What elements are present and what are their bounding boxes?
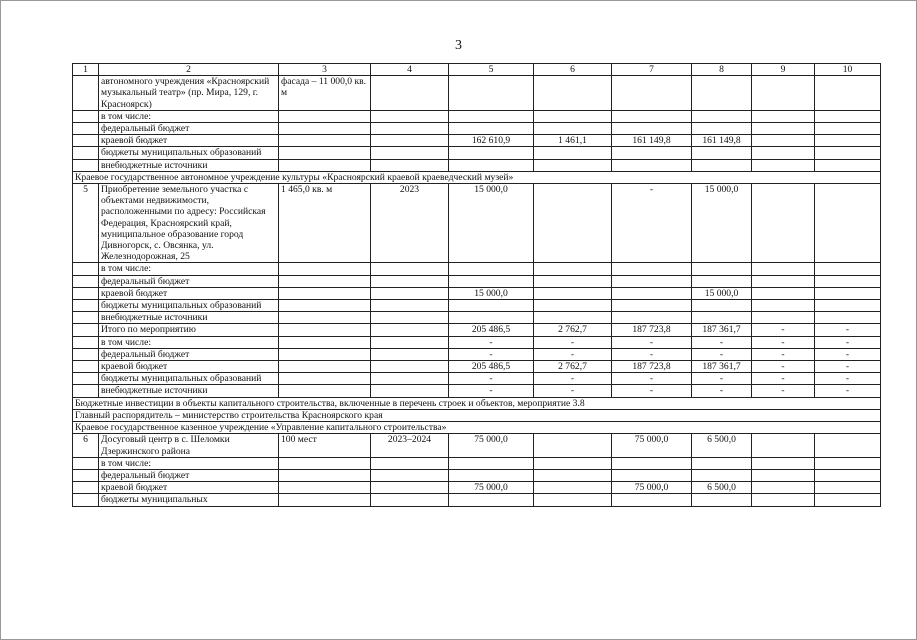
table-cell-col-4 xyxy=(371,287,449,299)
table-cell-col-9 xyxy=(752,457,815,469)
table-cell-col-9 xyxy=(752,135,815,147)
table-cell-col-5 xyxy=(449,123,534,135)
table-cell-col-3 xyxy=(279,300,371,312)
table-cell-col-1 xyxy=(73,263,99,275)
budget-table xyxy=(72,63,881,507)
table-row xyxy=(73,123,881,135)
table-row xyxy=(73,385,881,397)
section-header: Бюджетные инвестиции в объекты капитального строительства, включенные в перечень строек и объектов, мероприятие 3.8 xyxy=(73,397,881,409)
table-row xyxy=(73,457,881,469)
table-cell-col-5 xyxy=(449,469,534,481)
table-cell-col-9 xyxy=(752,263,815,275)
table-cell-col-8 xyxy=(692,159,752,171)
table-cell-col-10 xyxy=(815,482,881,494)
table-cell-col-6 xyxy=(534,300,612,312)
table-cell-col-10 xyxy=(815,263,881,275)
table-cell-col-10: - xyxy=(815,385,881,397)
table-cell-col-7: 187 723,8 xyxy=(612,324,692,336)
table-cell-col-9 xyxy=(752,494,815,506)
table-cell-col-6 xyxy=(534,457,612,469)
table-cell-col-9: - xyxy=(752,361,815,373)
table-cell-col-4 xyxy=(371,275,449,287)
table-cell-col-6 xyxy=(534,263,612,275)
table-cell-col-8: - xyxy=(692,373,752,385)
table-cell-col-3: 1 465,0 кв. м xyxy=(279,184,371,263)
table-cell-col-10 xyxy=(815,494,881,506)
table-cell-col-2: внебюджетные источники xyxy=(99,385,279,397)
table-cell-col-5: 205 486,5 xyxy=(449,324,534,336)
table-cell-col-1 xyxy=(73,76,99,111)
table-cell-col-9: - xyxy=(752,385,815,397)
table-cell-col-1 xyxy=(73,123,99,135)
table-cell-col-10: - xyxy=(815,361,881,373)
table-cell-col-1 xyxy=(73,110,99,122)
table-cell-col-1 xyxy=(73,469,99,481)
table-cell-col-5: 162 610,9 xyxy=(449,135,534,147)
table-cell-col-8 xyxy=(692,110,752,122)
table-cell-col-6: - xyxy=(534,336,612,348)
table-cell-col-4 xyxy=(371,373,449,385)
table-cell-col-6 xyxy=(534,147,612,159)
table-cell-col-4 xyxy=(371,494,449,506)
table-cell-col-6 xyxy=(534,110,612,122)
column-header: 1 xyxy=(73,64,99,76)
table-cell-col-10 xyxy=(815,312,881,324)
table-cell-col-7 xyxy=(612,159,692,171)
table-cell-col-1 xyxy=(73,312,99,324)
table-cell-col-1 xyxy=(73,494,99,506)
table-cell-col-10: - xyxy=(815,373,881,385)
table-cell-col-6 xyxy=(534,184,612,263)
table-cell-col-10 xyxy=(815,147,881,159)
table-cell-col-8 xyxy=(692,312,752,324)
table-cell-col-6 xyxy=(534,275,612,287)
table-cell-col-8 xyxy=(692,76,752,111)
table-cell-col-2: федеральный бюджет xyxy=(99,348,279,360)
table-cell-col-10 xyxy=(815,469,881,481)
table-cell-col-6: 1 461,1 xyxy=(534,135,612,147)
table-cell-col-10: - xyxy=(815,336,881,348)
table-cell-col-4 xyxy=(371,147,449,159)
table-cell-col-4 xyxy=(371,348,449,360)
section-header-row xyxy=(73,171,881,183)
table-cell-col-1 xyxy=(73,348,99,360)
table-cell-col-2: Итого по мероприятию xyxy=(99,324,279,336)
table-cell-col-8 xyxy=(692,275,752,287)
table-row xyxy=(73,287,881,299)
table-cell-col-1 xyxy=(73,373,99,385)
table-cell-col-10 xyxy=(815,159,881,171)
table-cell-col-4 xyxy=(371,263,449,275)
table-cell-col-3 xyxy=(279,135,371,147)
table-row xyxy=(73,76,881,111)
table-cell-col-1 xyxy=(73,275,99,287)
table-cell-col-7 xyxy=(612,494,692,506)
table-cell-col-7 xyxy=(612,287,692,299)
table-cell-col-6 xyxy=(534,159,612,171)
table-cell-col-5: - xyxy=(449,373,534,385)
table-cell-col-6: - xyxy=(534,373,612,385)
table-cell-col-1 xyxy=(73,482,99,494)
table-cell-col-2: краевой бюджет xyxy=(99,361,279,373)
table-cell-col-8: 6 500,0 xyxy=(692,482,752,494)
section-header-row xyxy=(73,409,881,421)
column-header: 2 xyxy=(99,64,279,76)
table-cell-col-5: 15 000,0 xyxy=(449,287,534,299)
table-cell-col-1 xyxy=(73,336,99,348)
table-cell-col-7 xyxy=(612,147,692,159)
table-cell-col-5 xyxy=(449,159,534,171)
table-cell-col-9: - xyxy=(752,373,815,385)
table-cell-col-2: бюджеты муниципальных образований xyxy=(99,147,279,159)
table-cell-col-7 xyxy=(612,312,692,324)
table-cell-col-8: 15 000,0 xyxy=(692,184,752,263)
table-cell-col-4: 2023 xyxy=(371,184,449,263)
table-cell-col-2: федеральный бюджет xyxy=(99,469,279,481)
table-cell-col-8: - xyxy=(692,385,752,397)
table-cell-col-5 xyxy=(449,275,534,287)
table-cell-col-5 xyxy=(449,300,534,312)
table-cell-col-8 xyxy=(692,494,752,506)
table-cell-col-3 xyxy=(279,373,371,385)
table-cell-col-8 xyxy=(692,263,752,275)
table-cell-col-10 xyxy=(815,275,881,287)
table-cell-col-2: Досуговый центр в с. Шеломки Дзержинского района xyxy=(99,434,279,457)
table-cell-col-9 xyxy=(752,434,815,457)
table-cell-col-2: Приобретение земельного участка с объектами недвижимости, расположенными по адресу: Российская Федерация, Красноярский край, муниципальное образование город Дивногорск, с. Овсянка, ул. Железнодорожная, 25 xyxy=(99,184,279,263)
table-row xyxy=(73,373,881,385)
table-cell-col-10 xyxy=(815,76,881,111)
section-header: Главный распорядитель – министерство строительства Красноярского края xyxy=(73,409,881,421)
table-cell-col-4: 2023–2024 xyxy=(371,434,449,457)
table-cell-col-4 xyxy=(371,482,449,494)
table-cell-col-9 xyxy=(752,110,815,122)
table-cell-col-3 xyxy=(279,287,371,299)
table-cell-col-10 xyxy=(815,135,881,147)
section-header-row xyxy=(73,422,881,434)
table-cell-col-5 xyxy=(449,263,534,275)
table-cell-col-3: фасада – 11 000,0 кв. м xyxy=(279,76,371,111)
table-cell-col-10 xyxy=(815,287,881,299)
table-cell-col-8: 161 149,8 xyxy=(692,135,752,147)
table-row xyxy=(73,469,881,481)
table-row xyxy=(73,361,881,373)
table-cell-col-2: бюджеты муниципальных образований xyxy=(99,300,279,312)
table-cell-col-1: 5 xyxy=(73,184,99,263)
table-row xyxy=(73,300,881,312)
table-cell-col-10: - xyxy=(815,348,881,360)
table-cell-col-3 xyxy=(279,494,371,506)
column-header: 10 xyxy=(815,64,881,76)
table-cell-col-10 xyxy=(815,457,881,469)
table-cell-col-3 xyxy=(279,469,371,481)
table-cell-col-5 xyxy=(449,110,534,122)
table-cell-col-1 xyxy=(73,135,99,147)
table-row xyxy=(73,135,881,147)
table-cell-col-5: 75 000,0 xyxy=(449,482,534,494)
table-cell-col-3 xyxy=(279,348,371,360)
table-cell-col-8: - xyxy=(692,336,752,348)
table-cell-col-4 xyxy=(371,336,449,348)
table-cell-col-10 xyxy=(815,300,881,312)
table-cell-col-6 xyxy=(534,494,612,506)
section-header: Краевое государственное автономное учреждение культуры «Красноярский краевой краеведческий музей» xyxy=(73,171,881,183)
table-cell-col-8 xyxy=(692,457,752,469)
table-cell-col-3 xyxy=(279,324,371,336)
table-cell-col-9 xyxy=(752,287,815,299)
table-cell-col-7: 187 723,8 xyxy=(612,361,692,373)
table-cell-col-9: - xyxy=(752,324,815,336)
table-cell-col-8: 15 000,0 xyxy=(692,287,752,299)
section-header: Краевое государственное казенное учреждение «Управление капитального строительства» xyxy=(73,422,881,434)
column-header: 7 xyxy=(612,64,692,76)
table-cell-col-9: - xyxy=(752,348,815,360)
table-cell-col-5 xyxy=(449,457,534,469)
table-cell-col-10 xyxy=(815,110,881,122)
table-cell-col-8 xyxy=(692,123,752,135)
table-cell-col-7 xyxy=(612,300,692,312)
table-cell-col-6 xyxy=(534,76,612,111)
table-cell-col-7 xyxy=(612,275,692,287)
table-cell-col-6 xyxy=(534,287,612,299)
table-cell-col-4 xyxy=(371,300,449,312)
table-cell-col-2: в том числе: xyxy=(99,336,279,348)
table-cell-col-3 xyxy=(279,110,371,122)
column-header: 9 xyxy=(752,64,815,76)
table-cell-col-3 xyxy=(279,123,371,135)
table-cell-col-5: - xyxy=(449,336,534,348)
table-cell-col-7: - xyxy=(612,373,692,385)
table-cell-col-5 xyxy=(449,76,534,111)
table-cell-col-3 xyxy=(279,263,371,275)
column-header: 5 xyxy=(449,64,534,76)
table-cell-col-10 xyxy=(815,123,881,135)
table-cell-col-3 xyxy=(279,385,371,397)
table-cell-col-5: - xyxy=(449,385,534,397)
table-cell-col-3 xyxy=(279,147,371,159)
table-cell-col-2: в том числе: xyxy=(99,110,279,122)
table-cell-col-8: 187 361,7 xyxy=(692,361,752,373)
table-cell-col-5 xyxy=(449,312,534,324)
table-cell-col-3 xyxy=(279,361,371,373)
table-cell-col-3 xyxy=(279,275,371,287)
column-header: 3 xyxy=(279,64,371,76)
table-cell-col-3 xyxy=(279,336,371,348)
table-cell-col-4 xyxy=(371,135,449,147)
table-cell-col-1 xyxy=(73,159,99,171)
table-cell-col-8: 6 500,0 xyxy=(692,434,752,457)
table-cell-col-8: - xyxy=(692,348,752,360)
table-cell-col-9 xyxy=(752,312,815,324)
table-cell-col-2: федеральный бюджет xyxy=(99,123,279,135)
table-cell-col-6 xyxy=(534,469,612,481)
column-header: 4 xyxy=(371,64,449,76)
table-cell-col-1: 6 xyxy=(73,434,99,457)
table-cell-col-6: 2 762,7 xyxy=(534,361,612,373)
table-cell-col-9 xyxy=(752,159,815,171)
table-cell-col-10 xyxy=(815,434,881,457)
table-row xyxy=(73,275,881,287)
table-cell-col-7: - xyxy=(612,348,692,360)
table-cell-col-7: 161 149,8 xyxy=(612,135,692,147)
table-cell-col-4 xyxy=(371,457,449,469)
table-cell-col-5: - xyxy=(449,348,534,360)
table-cell-col-8 xyxy=(692,300,752,312)
column-header: 6 xyxy=(534,64,612,76)
table-cell-col-8: 187 361,7 xyxy=(692,324,752,336)
table-cell-col-10: - xyxy=(815,324,881,336)
table-cell-col-2: в том числе: xyxy=(99,457,279,469)
table-cell-col-2: бюджеты муниципальных xyxy=(99,494,279,506)
table-cell-col-7 xyxy=(612,123,692,135)
table-cell-col-6: - xyxy=(534,385,612,397)
table-cell-col-6 xyxy=(534,434,612,457)
table-cell-col-5: 205 486,5 xyxy=(449,361,534,373)
table-cell-col-6: - xyxy=(534,348,612,360)
table-cell-col-2: краевой бюджет xyxy=(99,482,279,494)
table-row xyxy=(73,263,881,275)
table-cell-col-3 xyxy=(279,312,371,324)
table-cell-col-4 xyxy=(371,324,449,336)
table-cell-col-2: бюджеты муниципальных образований xyxy=(99,373,279,385)
table-cell-col-4 xyxy=(371,123,449,135)
table-row xyxy=(73,434,881,457)
column-header: 8 xyxy=(692,64,752,76)
table-cell-col-7 xyxy=(612,110,692,122)
table-cell-col-1 xyxy=(73,385,99,397)
table-cell-col-5 xyxy=(449,147,534,159)
table-cell-col-9 xyxy=(752,147,815,159)
table-cell-col-1 xyxy=(73,287,99,299)
table-cell-col-4 xyxy=(371,469,449,481)
table-cell-col-7: - xyxy=(612,336,692,348)
table-cell-col-2: краевой бюджет xyxy=(99,135,279,147)
table-cell-col-6 xyxy=(534,482,612,494)
table-cell-col-3 xyxy=(279,482,371,494)
table-cell-col-4 xyxy=(371,385,449,397)
table-cell-col-3 xyxy=(279,159,371,171)
table-cell-col-7 xyxy=(612,469,692,481)
table-cell-col-7 xyxy=(612,457,692,469)
table-cell-col-3 xyxy=(279,457,371,469)
table-cell-col-9 xyxy=(752,184,815,263)
table-cell-col-3: 100 мест xyxy=(279,434,371,457)
table-cell-col-8 xyxy=(692,147,752,159)
table-cell-col-9: - xyxy=(752,336,815,348)
table-row xyxy=(73,348,881,360)
page-number: 3 xyxy=(455,38,462,53)
table-cell-col-2: внебюджетные источники xyxy=(99,159,279,171)
table-cell-col-6: 2 762,7 xyxy=(534,324,612,336)
table-cell-col-7: 75 000,0 xyxy=(612,434,692,457)
table-cell-col-7: - xyxy=(612,184,692,263)
table-cell-col-9 xyxy=(752,300,815,312)
table-cell-col-10 xyxy=(815,184,881,263)
table-cell-col-4 xyxy=(371,361,449,373)
table-cell-col-7: - xyxy=(612,385,692,397)
table-cell-col-6 xyxy=(534,123,612,135)
table-cell-col-2: федеральный бюджет xyxy=(99,275,279,287)
table-cell-col-4 xyxy=(371,312,449,324)
table-cell-col-4 xyxy=(371,76,449,111)
table-cell-col-7 xyxy=(612,263,692,275)
table-cell-col-9 xyxy=(752,275,815,287)
table-cell-col-5: 15 000,0 xyxy=(449,184,534,263)
table-cell-col-2: автономного учреждения «Красноярский музыкальный театр» (пр. Мира, 129, г. Красноярск) xyxy=(99,76,279,111)
table-cell-col-9 xyxy=(752,482,815,494)
table-cell-col-9 xyxy=(752,76,815,111)
section-header-row xyxy=(73,397,881,409)
table-row xyxy=(73,312,881,324)
table-row xyxy=(73,147,881,159)
table-row xyxy=(73,324,881,336)
table-cell-col-1 xyxy=(73,147,99,159)
table-cell-col-6 xyxy=(534,312,612,324)
table-cell-col-2: в том числе: xyxy=(99,263,279,275)
table-cell-col-1 xyxy=(73,300,99,312)
table-cell-col-2: внебюджетные источники xyxy=(99,312,279,324)
column-number-row xyxy=(73,64,881,76)
table-cell-col-9 xyxy=(752,469,815,481)
table-cell-col-7 xyxy=(612,76,692,111)
table-row xyxy=(73,482,881,494)
table-row xyxy=(73,494,881,506)
table-cell-col-8 xyxy=(692,469,752,481)
table-row xyxy=(73,110,881,122)
table-cell-col-7: 75 000,0 xyxy=(612,482,692,494)
table-cell-col-5: 75 000,0 xyxy=(449,434,534,457)
table-row xyxy=(73,159,881,171)
table-row xyxy=(73,336,881,348)
table-row xyxy=(73,184,881,263)
table-cell-col-5 xyxy=(449,494,534,506)
table-cell-col-1 xyxy=(73,457,99,469)
table-cell-col-4 xyxy=(371,110,449,122)
table-cell-col-9 xyxy=(752,123,815,135)
table-cell-col-4 xyxy=(371,159,449,171)
table-cell-col-1 xyxy=(73,324,99,336)
table-cell-col-2: краевой бюджет xyxy=(99,287,279,299)
table-cell-col-1 xyxy=(73,361,99,373)
